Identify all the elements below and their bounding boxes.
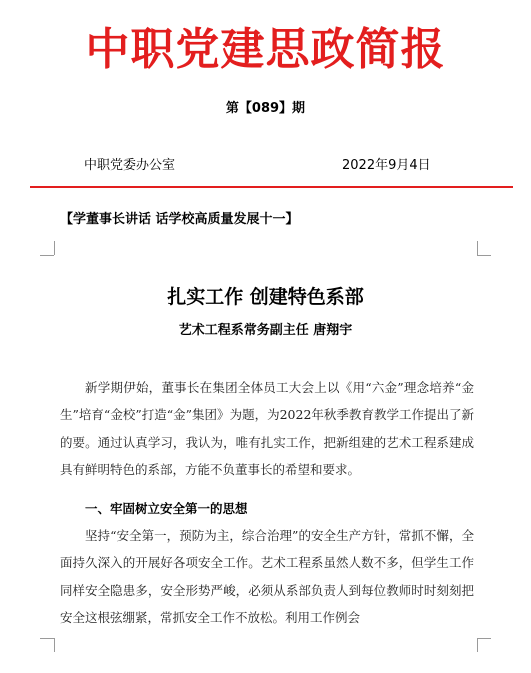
- crop-mark-top-right-h: [477, 255, 491, 256]
- article-byline: 艺术工程系常务副主任 唐翔宇: [178, 323, 353, 338]
- article-title: 扎实工作 创建特色系部: [167, 286, 364, 308]
- section-heading-1: 一、牢固树立安全第一的思想: [85, 501, 248, 516]
- crop-mark-top-right-v: [477, 241, 478, 255]
- header-divider: [30, 186, 513, 188]
- masthead-title: 中职党建思政简报: [85, 24, 446, 75]
- crop-mark-bottom-right-v: [477, 638, 478, 652]
- crop-mark-bottom-right-h: [477, 638, 491, 639]
- crop-mark-bottom-left-v: [54, 638, 55, 652]
- crop-mark-top-left-v: [54, 241, 55, 255]
- crop-mark-bottom-left-h: [40, 638, 54, 639]
- body-paragraph-2: 坚持“安全第一，预防为主，综合治理”的安全生产方针，常抓不懈，全面持久深入的开展好各项安全工作。艺术工程系虽然人数不多，但学生工作同样安全隐患多，安全形势严峻，必须从系部负责人到每位教师时时刻刻把安全这根弦绷紧，常抓安全工作不放松。利用工作例会: [60, 528, 474, 625]
- issue-number: 第【089】期: [225, 101, 306, 116]
- issuing-office: 中职党委办公室: [84, 158, 176, 173]
- section-tag: 【学董事长讲话 话学校高质量发展十一】: [60, 212, 299, 227]
- body-paragraph-1: 新学期伊始，董事长在集团全体员工大会上以《用“六金”理念培养“金生”培育“金校”打造“金”集团》为题，为2022年秋季教育教学工作提出了新的要。通过认真学习，我认为，唯有扎实工作，把新组建的艺术工程系建成具有鲜明特色的系部，方能不负董事长的希望和要求。: [60, 380, 474, 477]
- issue-date: 2022年9月4日: [342, 158, 431, 173]
- crop-mark-top-left-h: [40, 255, 54, 256]
